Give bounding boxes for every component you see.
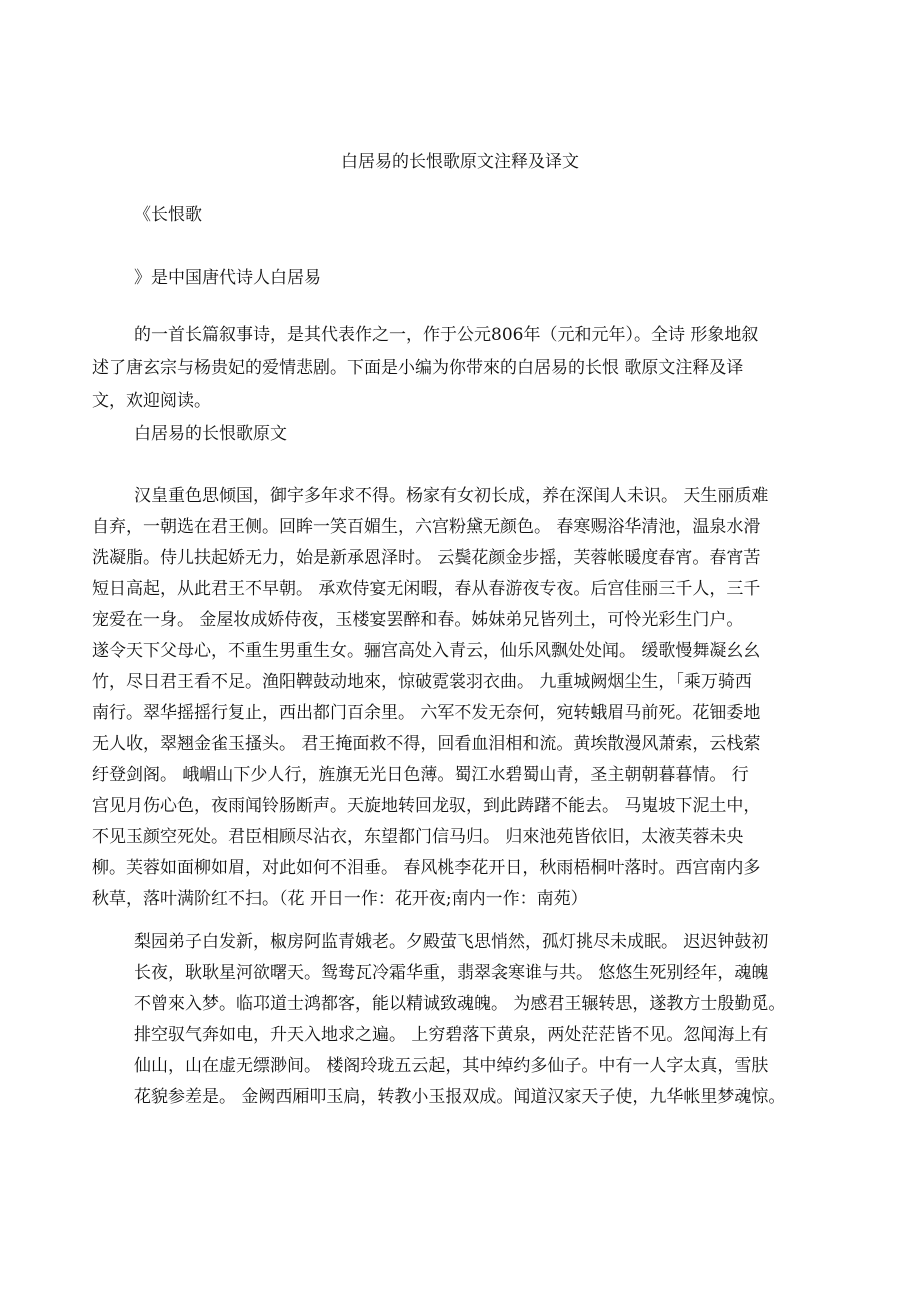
poem-line: 纡登剑阁。 峨嵋山下少人行，旌旗无光日色薄。蜀江水碧蜀山青，圣主朝朝暮暮情。 行 [92, 765, 749, 785]
poem-line: 柳。芙蓉如面柳如眉，对此如何不泪垂。 春风桃李花开日，秋雨梧桐叶落时。西宫南内多 [92, 858, 761, 878]
poem-line: 短日高起，从此君王不早朝。 承欢侍宴无闲暇，春从春游夜专夜。后宫佳丽三千人，三千 [92, 579, 761, 599]
intro-line-2: 》是中国唐代诗人白居易 [134, 268, 321, 288]
poem-line: 秋草，落叶满阶红不扫。（花 开日一作：花开夜;南内一作：南苑） [92, 889, 588, 909]
poem-line: 梨园弟子白发新，椒房阿监青娥老。夕殿萤飞思悄然，孤灯挑尽未成眠。 迟迟钟鼓初 [134, 932, 769, 952]
poem-line: 仙山，山在虚无缥渺间。 楼阁玲珑五云起，其中绰约多仙子。中有一人字太真，雪肤 [134, 1056, 769, 1076]
page-title: 白居易的长恨歌原文注释及译文 [341, 152, 579, 172]
poem-line: 花貌参差是。 金阙西厢叩玉扃，转教小玉报双成。闻道汉家天子使，九华帐里梦魂惊。 [134, 1087, 786, 1107]
poem-line: 南行。翠华摇摇行复止，西出都门百余里。 六军不发无奈何，宛转蛾眉马前死。花钿委地 [92, 703, 761, 723]
poem-line: 长夜，耿耿星河欲曙天。鸳鸯瓦冷霜华重，翡翠衾寒谁与共。 悠悠生死别经年，魂魄 [134, 963, 769, 983]
poem-line: 遂令天下父母心，不重生男重生女。骊宫高处入青云，仙乐风飘处处闻。 缓歌慢舞凝幺幺 [92, 641, 761, 661]
poem-line: 宠爱在一身。 金屋妆成娇侍夜，玉楼宴罢醉和春。姊妹弟兄皆列土，可怜光彩生门户。 [92, 610, 744, 630]
poem-line: 洗凝脂。侍儿扶起娇无力，始是新承恩泽时。 云鬓花颜金步摇，芙蓉帐暖度春宵。春宵苦 [92, 548, 761, 568]
intro-line-1: 《长恨歌 [134, 205, 202, 225]
poem-line: 汉皇重色思倾国，御宇多年求不得。杨家有女初长成，养在深闺人未识。 天生丽质难 [134, 486, 769, 506]
poem-line: 排空驭气奔如电，升天入地求之遍。 上穷碧落下黄泉，两处茫茫皆不见。忽闻海上有 [134, 1025, 769, 1045]
intro-paragraph-line: 文，欢迎阅读。 [92, 391, 211, 411]
section-heading: 白居易的长恨歌原文 [134, 424, 287, 444]
poem-line: 宫见月伤心色，夜雨闻铃肠断声。天旋地转回龙驭，到此踌躇不能去。 马嵬坡下泥土中， [92, 796, 761, 816]
poem-line: 竹，尽日君王看不足。渔阳鞞鼓动地來，惊破霓裳羽衣曲。 九重城阙烟尘生，「乘万骑西 [92, 672, 752, 692]
intro-paragraph-line: 的一首长篇叙事诗，是其代表作之一，作于公元806年（元和元年）。全诗 形象地叙 [134, 325, 759, 345]
poem-line: 自弃，一朝选在君王侧。回眸一笑百媚生，六宫粉黛无颜色。 春寒赐浴华清池，温泉水滑 [92, 517, 761, 537]
poem-line: 不曾來入梦。临邛道士鸿都客，能以精诚致魂魄。 为感君王辗转思，遂教方士殷勤觅。 [134, 994, 786, 1014]
poem-line: 不见玉颜空死处。君臣相顾尽沾衣，东望都门信马归。 归來池苑皆依旧，太液芙蓉未央 [92, 827, 744, 847]
poem-line: 无人收，翠翘金雀玉搔头。 君王掩面救不得，回看血泪相和流。黄埃散漫风萧索，云栈萦 [92, 734, 761, 754]
intro-paragraph-line: 述了唐玄宗与杨贵妃的爱情悲剧。下面是小编为你带來的白居易的长恨 歌原文注释及译 [92, 358, 744, 378]
